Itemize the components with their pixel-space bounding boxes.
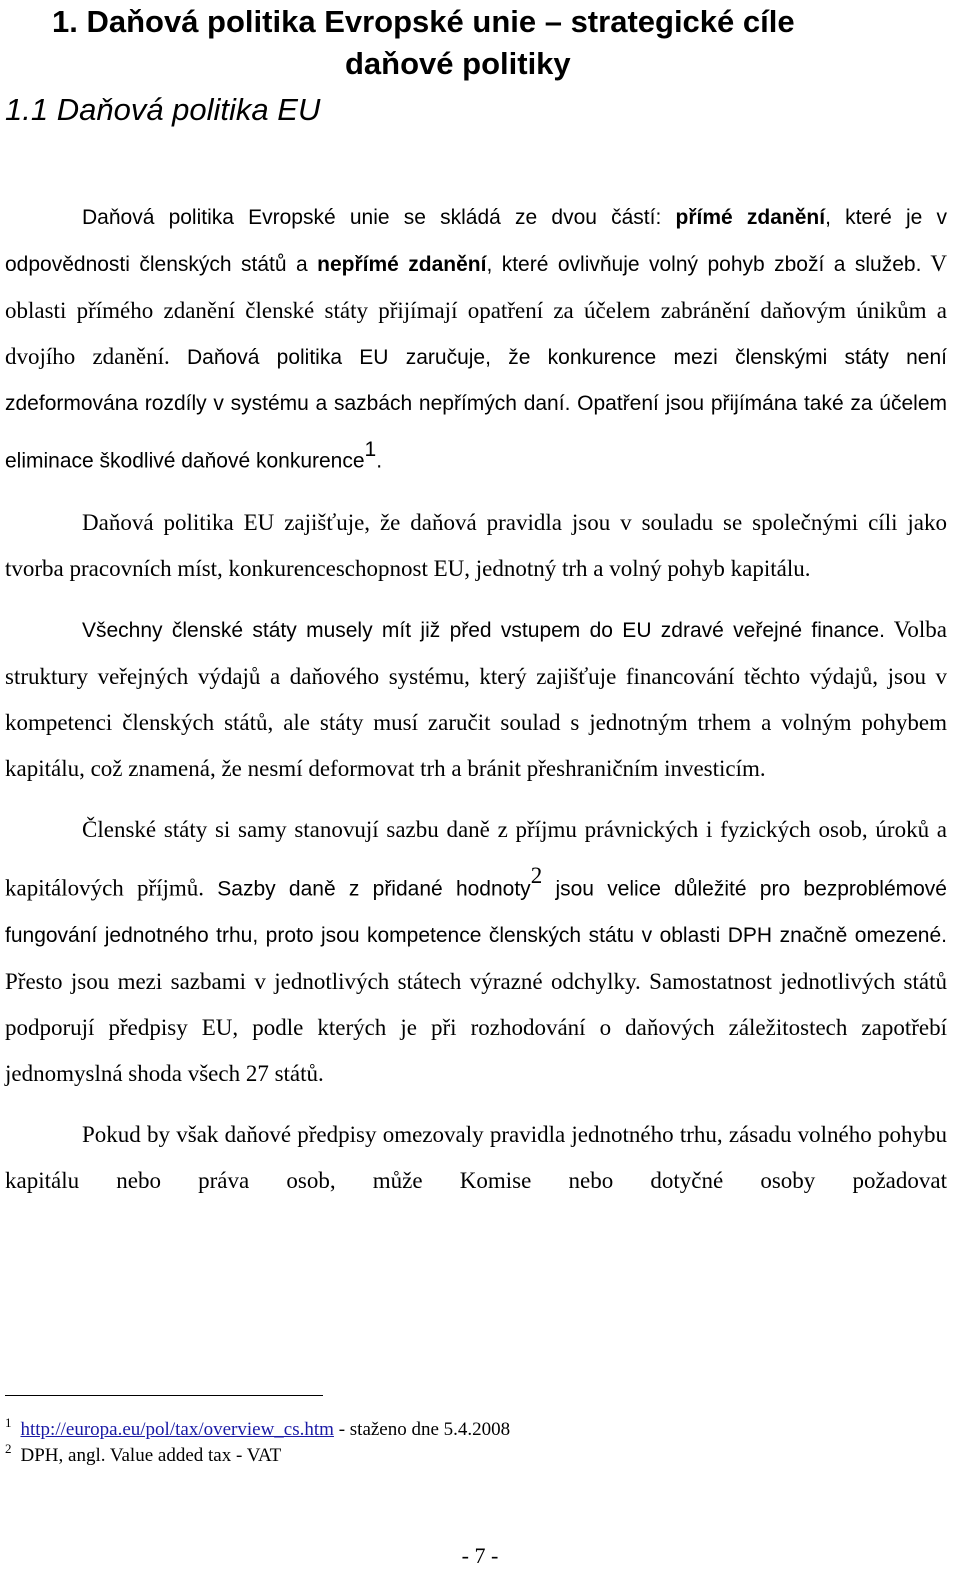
footnote-ref-2[interactable]: 2 bbox=[530, 862, 543, 888]
paragraph-4-text: Sazby daně z přidané hodnoty bbox=[204, 877, 531, 901]
paragraph-1 bbox=[5, 195, 947, 485]
paragraph-4-text: Samostatnost jednotlivých států podporují předpisy EU, podle kterých je při rozhodování o daňových záležitostech zapotřebí jednomyslná shoda všech 27 států. bbox=[5, 969, 947, 1087]
paragraph-4-text: Přesto jsou mezi sazbami v jednotlivých státech výrazné odchylky. bbox=[5, 969, 641, 995]
chapter-heading-line2: daňové politiky bbox=[345, 46, 571, 81]
paragraph-3-text: Volba struktury veřejných výdajů a daňového systému, který zajišťuje financování těchto výdajů, jsou v kompetenci členských států, ale státy musí zaručit soulad s jednotným trhem a volným pohybem kapitálu, což znamená, že nesmí deformovat trh a bránit přeshraničním investicím. bbox=[5, 616, 947, 781]
section-heading: 1.1 Daňová politika EU bbox=[5, 92, 321, 127]
paragraph-1-text: V oblasti přímého zdanění členské státy přijímají opatření za účelem zabránění daňovým únikům a dvojího zdanění. bbox=[5, 251, 947, 369]
paragraph-1-text: Daňová politika Evropské unie se skládá ze dvou částí: bbox=[82, 206, 676, 229]
document-body bbox=[5, 195, 947, 1204]
paragraph-1-text: , které ovlivňuje volný pohyb zboží a služeb. bbox=[486, 253, 922, 276]
paragraph-5: Pokud by však daňové předpisy omezovaly pravidla jednotného trhu, zásadu volného pohybu kapitálu nebo práva osob, může Komise nebo dotyčné osoby požadovat bbox=[5, 1122, 947, 1194]
paragraph-4-text: jsou velice důležité pro bezproblémové fungování jednotného trhu, proto jsou kompetence členských státu v oblasti DPH značně omezené. bbox=[5, 877, 947, 948]
paragraph-1-text: Daňová politika EU zaručuje, že konkurence mezi členskými státy není zdeformována rozdíly v systému a sazbách nepřímých daní. Opatření jsou přijímána také za účelem eliminace škodlivé daňové konkurence bbox=[5, 346, 948, 473]
footnote-separator bbox=[5, 1395, 323, 1396]
paragraph-1-text: , které je v odpovědnosti členských států a bbox=[5, 206, 947, 276]
footnote-1-text: - staženo dne 5.4.2008 bbox=[333, 1419, 511, 1440]
footnote-1-link[interactable]: http://europa.eu/pol/tax/overview_cs.htm bbox=[20, 1419, 334, 1440]
paragraph-3 bbox=[5, 607, 947, 792]
bold-term-indirect-taxation: nepřímé zdanění bbox=[317, 253, 487, 276]
footnote-ref-1[interactable]: 1 bbox=[364, 438, 377, 461]
paragraph-4-text: Členské státy si samy stanovují sazbu daně z příjmu právnických i fyzických osob, úroků a kapitálových příjmů. bbox=[5, 816, 947, 901]
paragraph-2: Daňová politika EU zajišťuje, že daňová pravidla jsou v souladu se společnými cíli jako tvorba pracovních míst, konkurenceschopnost EU, jednotný trh a volný pohyb kapitálu. bbox=[5, 509, 947, 581]
chapter-heading-line1: 1. Daňová politika Evropské unie – strategické cíle bbox=[52, 4, 795, 39]
bold-term-direct-taxation: přímé zdanění bbox=[675, 206, 826, 229]
footnote-2 bbox=[5, 1436, 281, 1469]
paragraph-3-text: Všechny členské státy musely mít již před vstupem do EU zdravé veřejné finance. bbox=[82, 618, 885, 642]
footnote-2-number: 2 bbox=[5, 1441, 12, 1456]
footnote-1-number: 1 bbox=[5, 1415, 12, 1430]
paragraph-1-text: . bbox=[376, 449, 383, 473]
footnote-2-text: DPH, angl. Value added tax - VAT bbox=[20, 1445, 282, 1466]
page-number: - 7 - bbox=[461, 1543, 499, 1568]
paragraph-4 bbox=[5, 807, 947, 1098]
